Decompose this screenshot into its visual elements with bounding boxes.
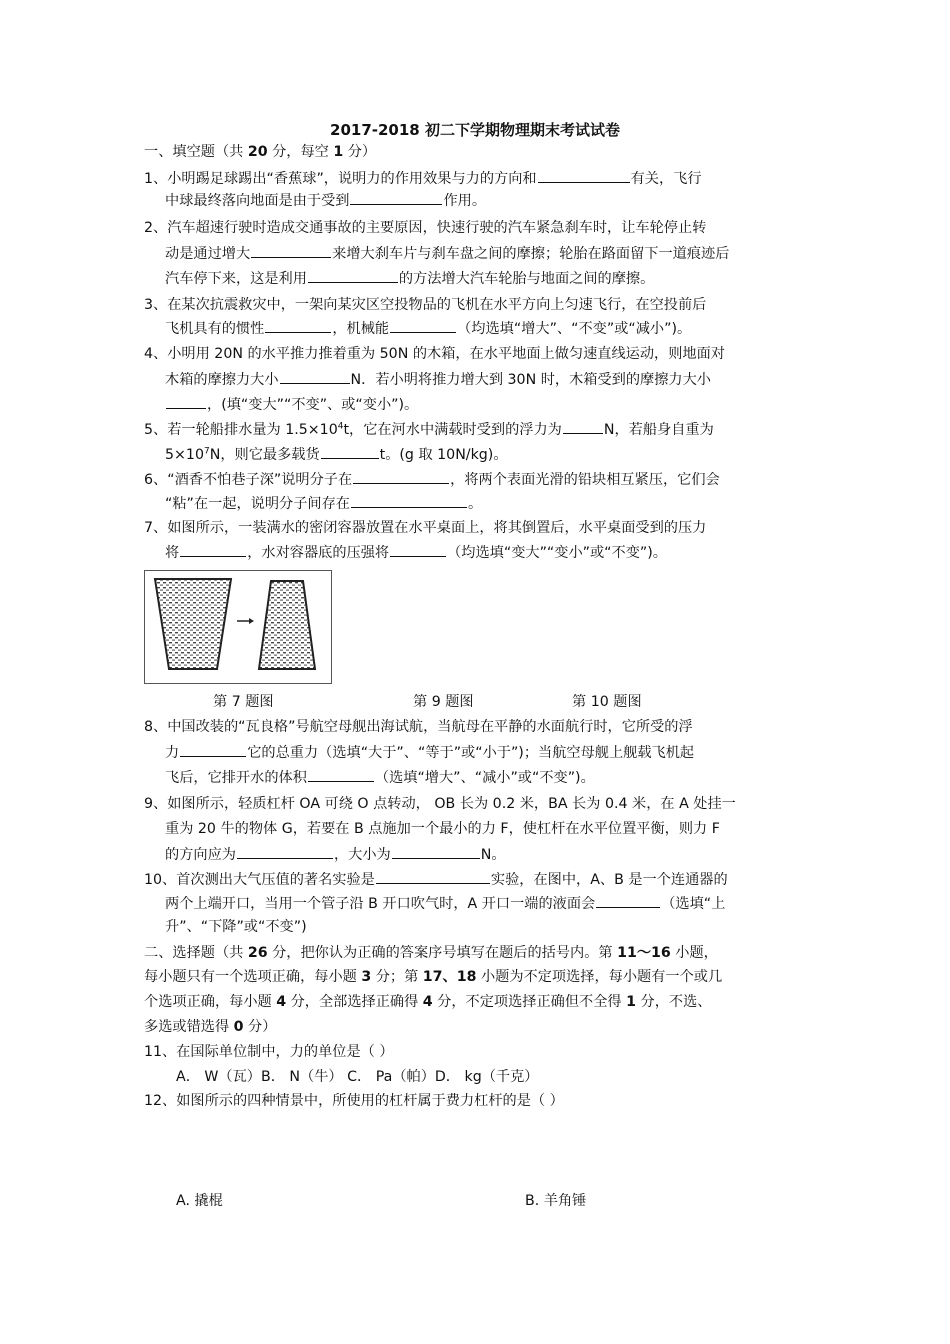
answer-blank[interactable] bbox=[251, 243, 331, 258]
answer-blank[interactable] bbox=[308, 268, 398, 283]
answer-blank[interactable] bbox=[180, 742, 246, 757]
q1-line2: 中球最终落向地面是由于受到 作用。 bbox=[165, 190, 486, 211]
q6-line2: “粘”在一起，说明分子间存在 。 bbox=[165, 493, 482, 514]
q2-line2: 动是通过增大 来增大刹车片与刹车盘之间的摩擦；轮胎在路面留下一道痕迹后 bbox=[165, 243, 729, 264]
q8-line2: 力 它的总重力（选填“大于”、“等于”或“小于”)；当航空母舰上舰载飞机起 bbox=[165, 742, 694, 763]
section2-line3: 个选项正确，每小题 4 分，全部选择正确得 4 分，不定项选择正确但不全得 1 分，不选、 bbox=[144, 994, 712, 1010]
container-upright bbox=[155, 579, 231, 669]
answer-blank[interactable] bbox=[166, 394, 206, 409]
q9-line1: 9、如图所示，轻质杠杆 OA 可绕 O 点转动， OB 长为 0.2 米，BA 长为 0.4 米，在 A 处挂一 bbox=[144, 796, 736, 812]
q4-line2: 木箱的摩擦力大小 N．若小明将推力增大到 30N 时，木箱受到的摩擦力大小 bbox=[165, 369, 711, 390]
q7-line2: 将 ，水对容器底的压强将 （均选填“变大”“变小”或“不变”)。 bbox=[165, 542, 667, 563]
q5-line1: 5、若一轮船排水量为 $1.5\times 10^4t$，它在河水中满载时受到的浮力为 N，若船身自重为 bbox=[144, 419, 714, 440]
q12-stem: 12、如图所示的四种情景中，所使用的杠杆属于费力杠杆的是（ ） bbox=[144, 1093, 564, 1109]
q4-line1: 4、小明用 20N 的水平推力推着重为 50N 的木箱，在水平地面上做匀速直线运动，则地面对 bbox=[144, 346, 725, 362]
q12-option-b: B. 羊角锤 bbox=[525, 1193, 587, 1209]
answer-blank[interactable] bbox=[180, 542, 246, 557]
container-inverted bbox=[259, 581, 315, 669]
container-diagram bbox=[145, 571, 331, 683]
q2-line1: 2、汽车超速行驶时造成交通事故的主要原因，快速行驶的汽车紧急刹车时，让车轮停止转 bbox=[144, 220, 707, 236]
caption-fig10: 第 10 题图 bbox=[572, 694, 642, 710]
q3-line1: 3、在某次抗震救灾中，一架向某灾区空投物品的飞机在水平方向上匀速飞行，在空投前后 bbox=[144, 297, 707, 313]
answer-blank[interactable] bbox=[538, 168, 630, 183]
answer-blank[interactable] bbox=[376, 869, 490, 884]
q9-line2: 重为 20 牛的物体 G，若要在 B 点施加一个最小的力 F，使杠杆在水平位置平衡，则力 F bbox=[165, 821, 720, 837]
answer-blank[interactable] bbox=[390, 318, 456, 333]
arrow-head-icon bbox=[249, 618, 254, 624]
answer-blank[interactable] bbox=[351, 493, 467, 508]
q6-line1: 6、“酒香不怕巷子深”说明分子在 ，将两个表面光滑的铅块相互紧压，它们会 bbox=[144, 469, 720, 490]
answer-blank[interactable] bbox=[563, 419, 603, 434]
q10-line1: 10、首次测出大气压值的著名实验是 实验，在图中，A、B 是一个连通器的 bbox=[144, 869, 728, 890]
answer-blank[interactable] bbox=[596, 893, 660, 908]
q11-stem: 11、在国际单位制中，力的单位是（ ） bbox=[144, 1044, 394, 1060]
q3-line2: 飞机具有的惯性 ，机械能 （均选填“增大”、“不变”或“减小”)。 bbox=[165, 318, 691, 339]
q12-option-a: A. 撬棍 bbox=[176, 1193, 223, 1209]
section2-line4: 多选或错选得 0 分） bbox=[144, 1019, 277, 1035]
section2-line2: 每小题只有一个选项正确，每小题 3 分；第 17、18 小题为不定项选择，每小题有一个或几 bbox=[144, 969, 723, 985]
answer-blank[interactable] bbox=[390, 542, 446, 557]
caption-fig9: 第 9 题图 bbox=[413, 694, 474, 710]
q7-line1: 7、如图所示，一装满水的密闭容器放置在水平桌面上，将其倒置后，水平桌面受到的压力 bbox=[144, 520, 707, 536]
q9-line3: 的方向应为 ，大小为 N。 bbox=[165, 844, 506, 865]
q4-line3: ，(填“变大”“不变”、或“变小”)。 bbox=[165, 394, 418, 415]
figure-q7-containers bbox=[144, 570, 332, 684]
answer-blank[interactable] bbox=[308, 767, 374, 782]
answer-blank[interactable] bbox=[280, 369, 350, 384]
q10-line2: 两个上端开口，当用一个管子沿 B 开口吹气时，A 开口一端的液面会 （选填“上 bbox=[165, 893, 725, 914]
section2-line1: 二、选择题（共 26 分，把你认为正确的答案序号填写在题后的括号内。第 11～16 小题， bbox=[144, 945, 718, 961]
q8-line3: 飞后，它排开水的体积 （选填“增大”、“减小”或“不变”)。 bbox=[165, 767, 595, 788]
caption-fig7: 第 7 题图 bbox=[213, 694, 274, 710]
exam-title: 2017-2018 初二下学期物理期末考试试卷 bbox=[330, 121, 620, 139]
answer-blank[interactable] bbox=[265, 318, 331, 333]
answer-blank[interactable] bbox=[321, 444, 379, 459]
section1-heading: 一、填空题（共 20 分，每空 1 分） bbox=[144, 144, 377, 160]
answer-blank[interactable] bbox=[237, 844, 333, 859]
q1-line1: 1、小明踢足球踢出“香蕉球”，说明力的作用效果与力的方向和 有关，飞行 bbox=[144, 168, 702, 189]
answer-blank[interactable] bbox=[392, 844, 480, 859]
q5-line2: $5\times 10^7N$，则它最多载货 t。(g 取 10N/kg)。 bbox=[165, 444, 508, 465]
q10-line3: 升”、“下降”或“不变”) bbox=[165, 919, 307, 935]
answer-blank[interactable] bbox=[353, 469, 449, 484]
answer-blank[interactable] bbox=[350, 190, 442, 205]
q8-line1: 8、中国改装的“瓦良格”号航空母舰出海试航，当航母在平静的水面航行时，它所受的浮 bbox=[144, 719, 693, 735]
q2-line3: 汽车停下来，这是利用 的方法增大汽车轮胎与地面之间的摩擦。 bbox=[165, 268, 654, 289]
q11-options: A． W（瓦）B． N（牛） C． Pa（帕）D． kg（千克） bbox=[176, 1069, 539, 1085]
